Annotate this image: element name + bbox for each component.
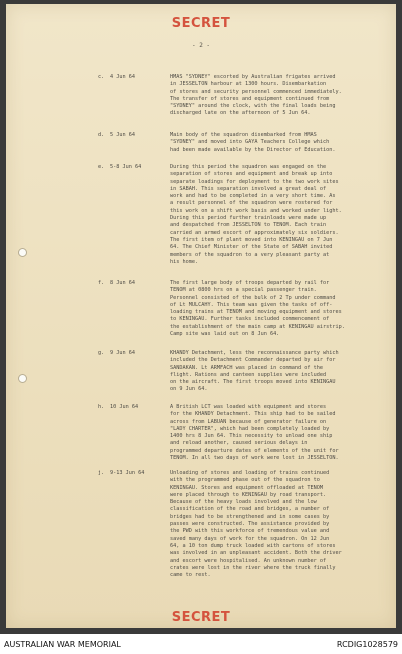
entry-line: was involved in an unpleasant accident. Both the driver	[170, 550, 342, 557]
entry-letter: h.	[98, 404, 105, 410]
entry-line: and despatched from JESSELTON to TENOM. Each train	[170, 222, 327, 229]
entry-line: 64, a 10 ton dump truck loaded with cartons of stores	[170, 542, 336, 549]
entry-line: Unloading of stores and loading of trains continued	[170, 470, 330, 476]
security-stamp-bottom: SECRET	[171, 610, 231, 625]
entry-line: discharged late on the afternoon of 5 Jun 64.	[170, 110, 311, 117]
entry-line: and reload another, caused serious delays in	[170, 440, 308, 447]
entry-letter: c.	[98, 74, 105, 80]
entry-line: on 9 Jun 64.	[170, 386, 208, 393]
entry-line: crates were lost in the river where the truck finally	[170, 564, 336, 571]
entry-line: passes were constructed. The assistance provided by	[170, 521, 330, 528]
entry-line: and escort were hospitalised. An unknown number of	[170, 557, 327, 564]
entry-line: had been made available by the Director of Education.	[170, 146, 336, 153]
entry-date: 5-8 Jun 64	[110, 164, 142, 170]
entry-line: 1400 hrs 8 Jun 64. This necessity to unload one ship	[170, 433, 333, 440]
entry-line: The transfer of stores and equipment continued from	[170, 95, 330, 102]
security-stamp-top: SECRET	[171, 16, 231, 31]
entry-line: on the aircraft. The first troops moved into KENINGAU	[170, 379, 336, 386]
entry-line: members of the squadron to a very pleasant party at	[170, 251, 330, 258]
entry-line: this work on a shift work basis and worked under light.	[170, 207, 342, 214]
entry-line: A British LCT was loaded with equipment and stores	[170, 404, 327, 410]
entry-letter: f.	[98, 280, 105, 286]
entry-line: KHANDY Detachment, less the reconnaissance party which	[170, 350, 339, 356]
entry-text	[170, 404, 392, 462]
entry-line: 64. The Chief Minister of the State of SABAH invited	[170, 244, 333, 251]
entry-line: a result personnel of the squadron were rostered for	[170, 200, 333, 207]
entry-line: with the programmed phase out of the squadron to	[170, 477, 320, 484]
entry-line: During this period further trainloads were made up	[170, 215, 327, 222]
entry-line: flight. Rations and canteen supplies were included	[170, 371, 327, 378]
entry-date: 10 Jun 64	[110, 404, 139, 410]
entry-line: the establishment of the main camp at KENINGAU airstrip.	[170, 323, 345, 330]
entry-line: loading trains at TENOM and moving equipment and stores	[170, 309, 342, 316]
entry-date: 8 Jun 64	[110, 280, 135, 286]
entry-line: "SYDNEY" around the clock, with the final loads being	[170, 103, 336, 110]
entry-line: of stores and security personnel commenced immediately.	[170, 88, 342, 95]
entry-line: in SABAH. This separation involved a great deal of	[170, 185, 327, 192]
entry-line: The first large body of troops departed by rail for	[170, 280, 330, 286]
entry-letter: j.	[98, 470, 105, 476]
entry-line: bridges had to be strengthened and in some cases by	[170, 513, 330, 520]
entry-text	[170, 164, 392, 266]
entry-line: KENINGAU. Stores and equipment offloaded at TENOM	[170, 484, 324, 491]
entry-date: 9 Jun 64	[110, 350, 135, 356]
entry-text	[170, 74, 392, 118]
entry-line: to KENINGAU. Further tasks included commencement of	[170, 316, 330, 323]
entry-line: "LADY CHARTER", which had been completely loaded by	[170, 425, 330, 432]
entry-line: The first item of plant moved into KENINGAU on 7 Jun	[170, 236, 333, 243]
entry-line: TENOM at 0800 hrs on a special passenger train.	[170, 287, 317, 294]
entry-date: 5 Jun 64	[110, 132, 135, 138]
entry-line: Camp site was laid out on 8 Jun 64.	[170, 331, 280, 338]
entry-line: his home.	[170, 258, 199, 265]
entry-line: separation of stores and equipment and break up into	[170, 171, 333, 178]
entry-line: "SYDNEY" and moved into GAYA Teachers College which	[170, 139, 330, 146]
entry-line: included the Detachment Commander departed by air for	[170, 357, 336, 364]
entry-line: programmed departure dates of elements of the unit for	[170, 447, 339, 454]
entry-text	[170, 132, 392, 154]
entry-letter: e.	[98, 164, 105, 170]
entry-line: work and had to be completed in a very short time. As	[170, 193, 336, 200]
entry-line: across from LABUAN because of generator failure on	[170, 418, 327, 425]
entry-line: TENOM. In all two days of work were lost in JESSELTON.	[170, 455, 339, 462]
archive-reference: RCDIG1028579	[336, 640, 398, 649]
punch-hole	[18, 374, 27, 383]
entry-letter: g.	[98, 350, 105, 356]
entry-text	[170, 350, 392, 394]
entry-date: 9-13 Jun 64	[110, 470, 145, 476]
entry-text	[170, 280, 392, 338]
archive-name: AUSTRALIAN WAR MEMORIAL	[4, 640, 121, 649]
page-number: - 2 -	[191, 42, 211, 49]
entry-line: saved many days of work for the squadron. On 12 Jun	[170, 535, 330, 542]
entry-letter: d.	[98, 132, 105, 138]
entry-line: SANDAKAN. Lt ARMFACH was placed in command of the	[170, 364, 324, 371]
entry-text	[170, 470, 392, 579]
entry-line: in JESSELTON harbour at 1300 hours. Disembarkation	[170, 81, 327, 88]
entry-line: of Lt MULCAHY. This team was given the tasks of off-	[170, 301, 333, 308]
entry-line: came to rest.	[170, 572, 211, 579]
entry-line: During this period the squadron was engaged on the	[170, 164, 327, 170]
punch-hole	[18, 248, 27, 257]
entry-date: 4 Jun 64	[110, 74, 135, 80]
entry-line: Because of the heavy loads involved and the low	[170, 499, 317, 506]
entry-line: HMAS "SYDNEY" escorted by Australian frigates arrived	[170, 74, 336, 80]
entry-line: Main body of the squadron disembarked from HMAS	[170, 132, 317, 138]
entry-line: carried an armed escort of approximately six soldiers.	[170, 229, 339, 236]
entry-line: for the KHANDY Detachment. This ship had to be sailed	[170, 411, 336, 418]
entry-line: separate loadings for deployment to the two work sites	[170, 178, 339, 185]
entry-line: were placed through to KENINGAU by road transport.	[170, 491, 327, 498]
document-page	[6, 4, 396, 628]
entry-line: classification of the road and bridges, a number of	[170, 506, 330, 513]
entry-line: the PWD with this workforce of tremendous value and	[170, 528, 330, 535]
entry-line: Personnel consisted of the bulk of 2 Tp under command	[170, 294, 336, 301]
